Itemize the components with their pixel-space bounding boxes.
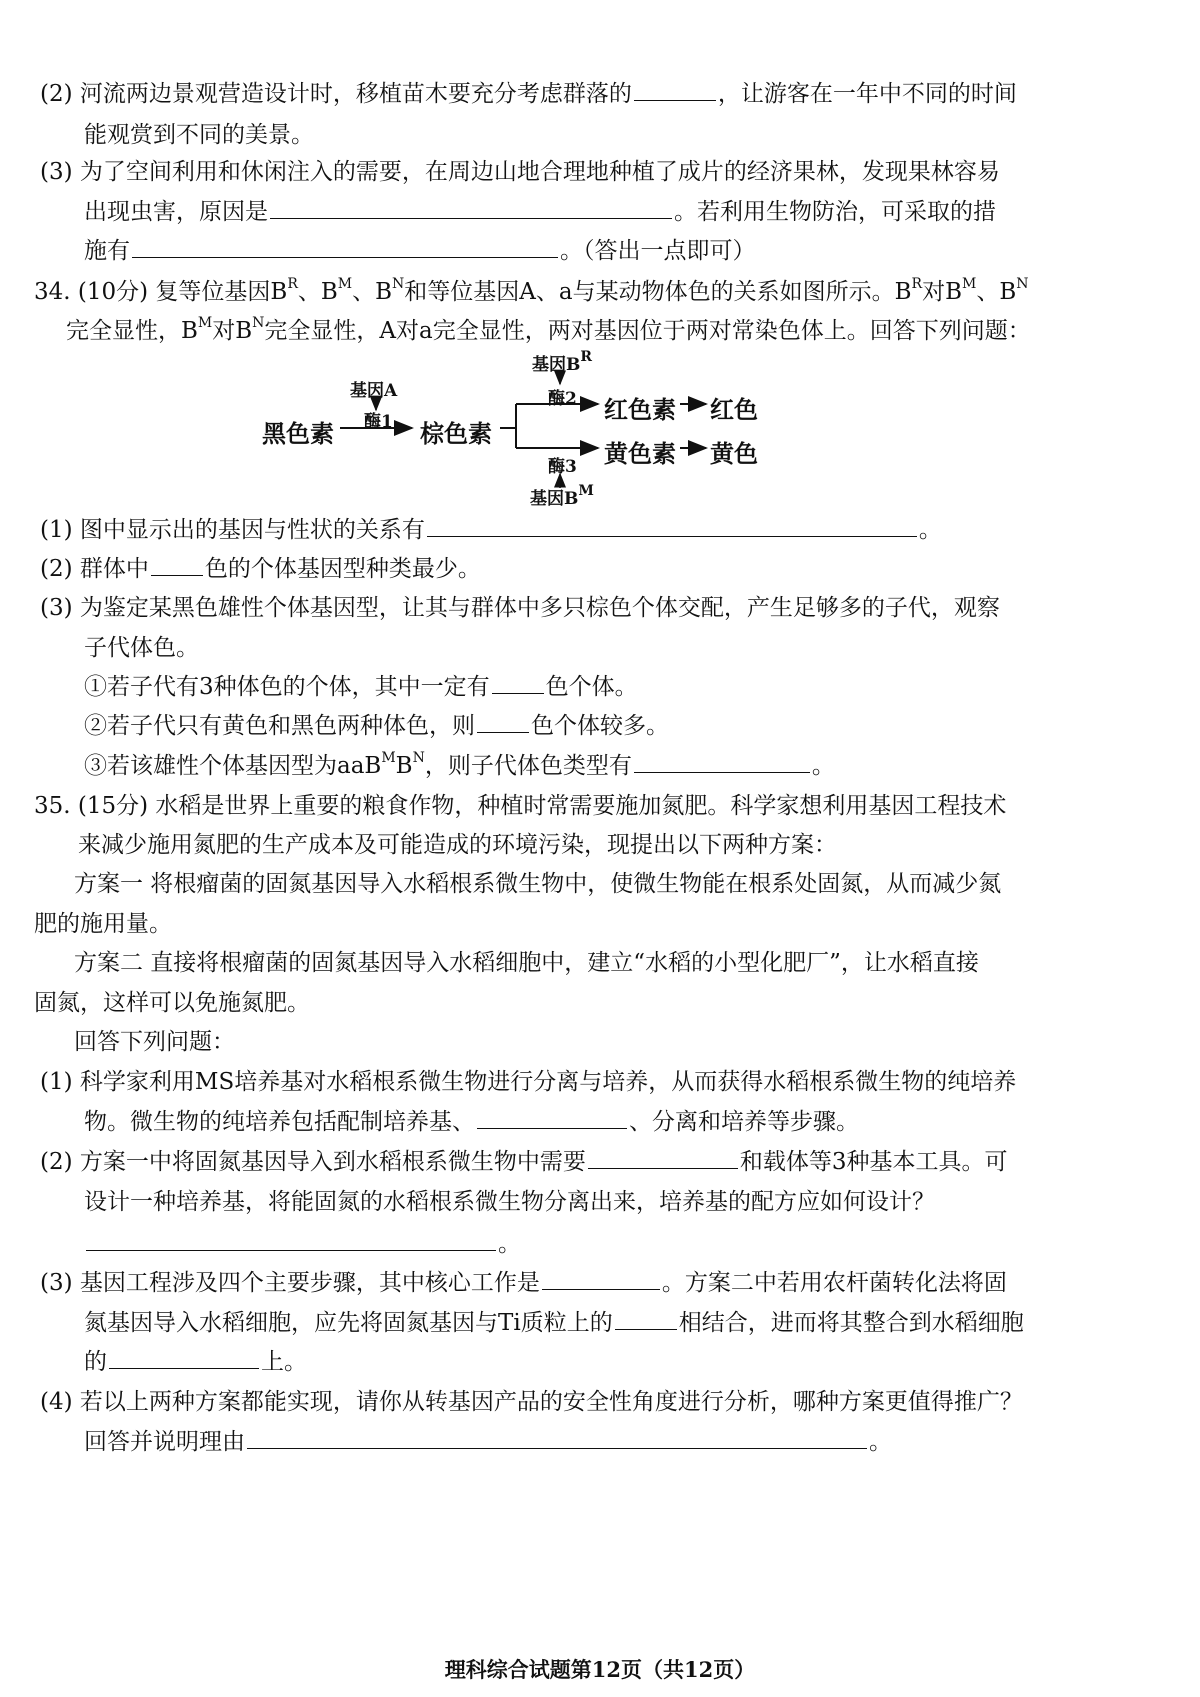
answer-blank[interactable] bbox=[109, 1367, 259, 1369]
q35-part2-line3: 。 bbox=[84, 1228, 521, 1260]
q35-header-line1: 35. (15分) 水稻是世界上重要的粮食作物，种植时常需要施加氮肥。科学家想利用基因工程技术 bbox=[34, 793, 1007, 819]
q34-part3-line1: (3) 为鉴定某黑色雄性个体基因型，让其与群体中多只棕色个体交配，产生足够多的子代，观察 bbox=[40, 595, 1000, 621]
q35-part1-line2: 物。微生物的纯培养包括配制培养基、 、分离和培养等步骤。 bbox=[84, 1109, 859, 1135]
answer-blank[interactable] bbox=[427, 535, 917, 537]
brown-pigment-label: 棕色素 bbox=[420, 419, 492, 448]
q35-part3-line2: 氮基因导入水稻细胞，应先将固氮基因与Ti质粒上的 相结合，进而将其整合到水稻细胞 bbox=[84, 1310, 1024, 1336]
answer-blank[interactable] bbox=[492, 692, 544, 694]
q35-part4-line2: 回答并说明理由 。 bbox=[84, 1429, 892, 1455]
q34-sub2: ②若子代只有黄色和黑色两种体色，则 色个体较多。 bbox=[84, 713, 669, 739]
q35-plan-a-line1: 方案一 将根瘤菌的固氮基因导入水稻根系微生物中，使微生物能在根系处固氮，从而减少氮 bbox=[74, 871, 1002, 897]
q35-plan-b-line2: 固氮，这样可以免施氮肥。 bbox=[34, 990, 310, 1016]
gene-a-label: 基因A bbox=[350, 381, 398, 401]
q34-part3-line2: 子代体色。 bbox=[84, 635, 199, 661]
q35-prompt: 回答下列问题： bbox=[74, 1029, 235, 1055]
enzyme1-label: 酶1 bbox=[364, 412, 393, 432]
q35-part2-line2: 设计一种培养基，将能固氮的水稻根系微生物分离出来，培养基的配方应如何设计？ bbox=[84, 1189, 935, 1215]
q34-sub3: ③若该雄性个体基因型为$aaB^MB^N$，则子代体色类型有 。 bbox=[84, 750, 835, 779]
enzyme3-label: 酶3 bbox=[548, 457, 577, 477]
yellow-pigment-label: 黄色素 bbox=[604, 439, 676, 468]
q33-part3-line1: (3) 为了空间利用和休闲注入的需要，在周边山地合理地种植了成片的经济果林，发现果林容易 bbox=[40, 159, 1000, 185]
q35-plan-b-line1: 方案二 直接将根瘤菌的固氮基因导入水稻细胞中，建立“水稻的小型化肥厂”，让水稻直接 bbox=[74, 950, 979, 976]
q35-part3-line3: 的 上。 bbox=[84, 1349, 307, 1375]
answer-blank[interactable] bbox=[86, 1249, 496, 1251]
answer-blank[interactable] bbox=[477, 1127, 627, 1129]
q34-part2: (2) 群体中 色的个体基因型种类最少。 bbox=[40, 556, 481, 582]
gene-bm-label: 基因$B^M$ bbox=[530, 483, 594, 509]
q33-part2-line2: 能观赏到不同的美景。 bbox=[84, 122, 314, 148]
enzyme2-label: 酶2 bbox=[548, 389, 577, 409]
answer-blank[interactable] bbox=[542, 1288, 660, 1290]
q34-header-line1: 34. (10分) 复等位基因$B^R$、$B^M$、$B^N$和等位基因A、a与某动物体色的关系如图所示。$B^R$对$B^M$、$B^N$ bbox=[34, 276, 1029, 305]
red-color-label: 红色 bbox=[710, 395, 758, 424]
black-pigment-label: 黑色素 bbox=[262, 419, 334, 448]
red-pigment-label: 红色素 bbox=[604, 395, 676, 424]
answer-blank[interactable] bbox=[477, 731, 529, 733]
q33-part2-line1: (2) 河流两边景观营造设计时，移植苗木要充分考虑群落的 ，让游客在一年中不同的时间 bbox=[40, 81, 1017, 107]
q34-sub1: ①若子代有3种体色的个体，其中一定有 色个体。 bbox=[84, 674, 638, 700]
q35-part2-line1: (2) 方案一中将固氮基因导入到水稻根系微生物中需要 和载体等3种基本工具。可 bbox=[40, 1149, 1008, 1175]
q34-part1: (1) 图中显示出的基因与性状的关系有 。 bbox=[40, 517, 942, 543]
answer-blank[interactable] bbox=[634, 771, 810, 773]
q34-header-line2: 完全显性，$B^M$对$B^N$完全显性，A对a完全显性，两对基因位于两对常染色体上。回答下列问题： bbox=[66, 315, 1031, 344]
q35-header-line2: 来减少施用氮肥的生产成本及可能造成的环境污染，现提出以下两种方案： bbox=[78, 832, 837, 858]
q35-plan-a-line2: 肥的施用量。 bbox=[34, 911, 172, 937]
yellow-color-label: 黄色 bbox=[710, 439, 758, 468]
page-footer: 理科综合试题第12页（共12页） bbox=[444, 1657, 756, 1682]
answer-blank[interactable] bbox=[151, 574, 203, 576]
q33-part3-line3: 施有 。（答出一点即可） bbox=[84, 238, 756, 264]
q33-part3-line2: 出现虫害，原因是 。若利用生物防治，可采取的措 bbox=[84, 199, 996, 225]
answer-blank[interactable] bbox=[588, 1167, 738, 1169]
gene-br-label: 基因$B^R$ bbox=[532, 349, 593, 375]
answer-blank[interactable] bbox=[615, 1328, 677, 1330]
q35-part1-line1: (1) 科学家利用MS培养基对水稻根系微生物进行分离与培养，从而获得水稻根系微生物的纯培养 bbox=[40, 1069, 1017, 1095]
q35-part3-line1: (3) 基因工程涉及四个主要步骤，其中核心工作是 。方案二中若用农杆菌转化法将固 bbox=[40, 1270, 1007, 1296]
answer-blank[interactable] bbox=[247, 1447, 867, 1449]
q35-part4-line1: (4) 若以上两种方案都能实现，请你从转基因产品的安全性角度进行分析，哪种方案更值得推广？ bbox=[40, 1389, 1023, 1415]
